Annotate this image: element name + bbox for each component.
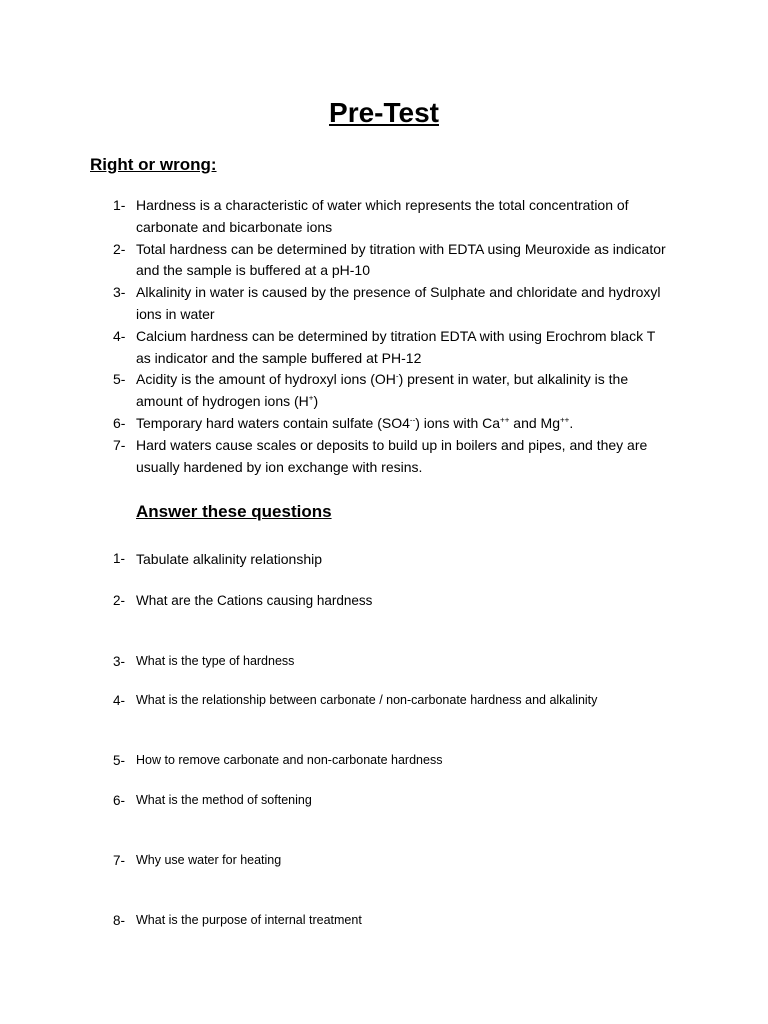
item-text-part: . <box>569 414 574 431</box>
question-number: 2- <box>113 593 126 608</box>
superscript: ++ <box>559 415 570 425</box>
question-text: Tabulate alkalinity relationship <box>136 551 322 567</box>
item-text-part: ) present in water, but alkalinity is the amount of hydrogen ions (H <box>136 371 629 410</box>
item-text-part: ) <box>313 393 319 410</box>
question-text: What is the relationship between carbonate / non-carbonate hardness and alkalinity <box>136 693 598 707</box>
item-number: 2- <box>113 240 126 257</box>
item-text: Calcium hardness can be determined by titration EDTA with using Erochrom black T as indicator and the sample buffered at PH-12 <box>136 327 656 366</box>
question-text: Why use water for heating <box>136 853 282 867</box>
item-number: 4- <box>113 327 126 344</box>
page-title: Pre-Test <box>329 97 439 128</box>
true-false-item <box>0 413 768 435</box>
superscript: + <box>308 393 314 403</box>
question-text: What is the method of softening <box>136 793 312 807</box>
question-number: 8- <box>113 913 126 928</box>
item-number: 6- <box>113 414 126 431</box>
item-text-part: Acidity is the amount of hydroxyl ions (OH <box>136 371 396 388</box>
superscript: - <box>395 371 399 381</box>
item-number: 1- <box>113 197 126 213</box>
item-text-part: and Mg <box>509 414 560 431</box>
item-number: 7- <box>113 436 126 453</box>
item-number: 5- <box>113 371 126 388</box>
question-number: 4- <box>113 693 126 708</box>
question-number: 6- <box>113 793 126 808</box>
item-text: Total hardness can be determined by titration with EDTA using Meuroxide as indicator and the sample is buffered at a pH-10 <box>136 240 666 279</box>
superscript: ++ <box>500 415 510 425</box>
superscript: -- <box>409 415 416 425</box>
section-heading-right-or-wrong: Right or wrong: <box>90 155 217 174</box>
question-number: 1- <box>113 551 126 566</box>
true-false-item <box>0 195 768 239</box>
question-text: What are the Cations causing hardness <box>136 593 373 608</box>
true-false-list <box>0 195 768 478</box>
item-text-part: ) ions with Ca <box>415 414 501 431</box>
item-text: Alkalinity in water is caused by the presence of Sulphate and chloridate and hydroxyl ions in water <box>136 284 661 322</box>
section-heading-answer-questions: Answer these questions <box>136 502 332 521</box>
item-text: Hardness is a characteristic of water which represents the total concentration of carbonate and bicarbonate ions <box>136 197 629 235</box>
item-number: 3- <box>113 284 126 301</box>
true-false-item <box>0 326 768 370</box>
item-text: Hard waters cause scales or deposits to build up in boilers and pipes, and they are usually hardened by ion exchange with resins. <box>136 436 648 475</box>
question-text: What is the purpose of internal treatment <box>136 913 362 927</box>
true-false-item <box>0 369 768 413</box>
question-number: 5- <box>113 753 126 768</box>
true-false-item <box>0 239 768 283</box>
item-text-part: Temporary hard waters contain sulfate (SO4 <box>136 414 410 431</box>
question-text: What is the type of hardness <box>136 654 295 668</box>
question-text: How to remove carbonate and non-carbonate hardness <box>136 753 443 767</box>
true-false-item <box>0 435 768 479</box>
question-number: 3- <box>113 654 126 669</box>
true-false-item <box>0 282 768 326</box>
question-number: 7- <box>113 853 126 868</box>
